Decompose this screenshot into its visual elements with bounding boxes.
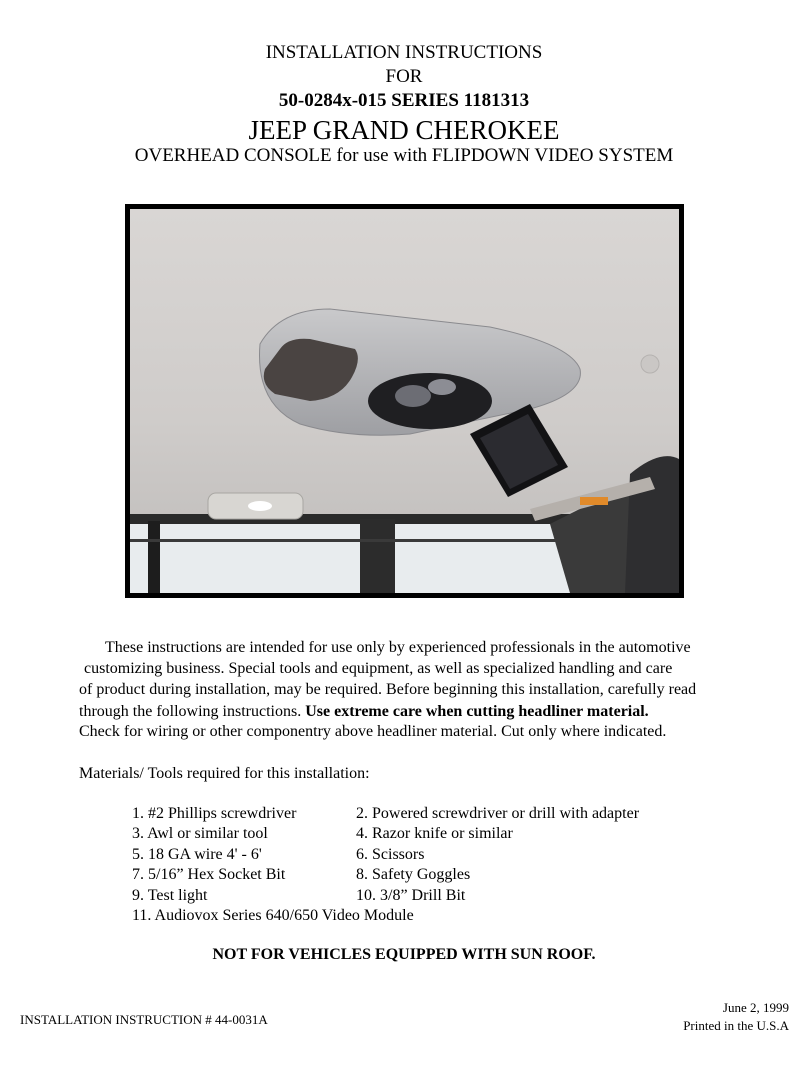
material-item: 6. Scissors [356,846,425,863]
material-item: 5. 18 GA wire 4' - 6' [132,846,262,863]
product-subtitle: OVERHEAD CONSOLE for use with FLIPDOWN VIDEO SYSTEM [134,145,674,166]
title-line-2: FOR [385,66,423,87]
cutting-caution: Use extreme care when cutting headliner material. [305,703,649,720]
material-item: 11. Audiovox Series 640/650 Video Module [132,907,414,924]
material-item: 1. #2 Phillips screwdriver [132,805,297,822]
material-item: 2. Powered screwdriver or drill with adapter [356,805,640,822]
material-item: 4. Razor knife or similar [356,825,513,842]
series-number: 50-0284x-015 SERIES 1181313 [278,90,530,111]
intro-line-2: customizing business. Special tools and equipment, as well as specialized handling and care [84,660,673,677]
material-item: 9. Test light [132,887,208,904]
material-item: 3. Awl or similar tool [132,825,268,842]
instruction-number: INSTALLATION INSTRUCTION # 44-0031A [20,1012,268,1027]
overhead-console-image [130,209,679,593]
material-item: 10. 3/8” Drill Bit [356,887,466,904]
intro-line-4 [79,702,649,722]
material-item: 7. 5/16” Hex Socket Bit [132,866,286,883]
intro-line-5: Check for wiring or other componentry above headliner material. Cut only where indicated. [79,723,667,740]
intro-line-1: These instructions are intended for use only by experienced professionals in the automotive [105,639,691,656]
sunroof-warning: NOT FOR VEHICLES EQUIPPED WITH SUN ROOF. [212,946,596,963]
material-item: 8. Safety Goggles [356,866,471,883]
title-line-1: INSTALLATION INSTRUCTIONS [265,42,543,63]
intro-line-3: of product during installation, may be required. Before beginning this installation, carefully read [79,681,697,698]
vehicle-title: JEEP GRAND CHEROKEE [248,115,560,145]
print-date: June 2, 1999 [722,1000,789,1015]
intro-line-4-text: through the following instructions. [79,703,306,720]
materials-heading: Materials/ Tools required for this installation: [79,765,370,782]
printed-in: Printed in the U.S.A [683,1018,789,1033]
console-photo [125,204,684,598]
